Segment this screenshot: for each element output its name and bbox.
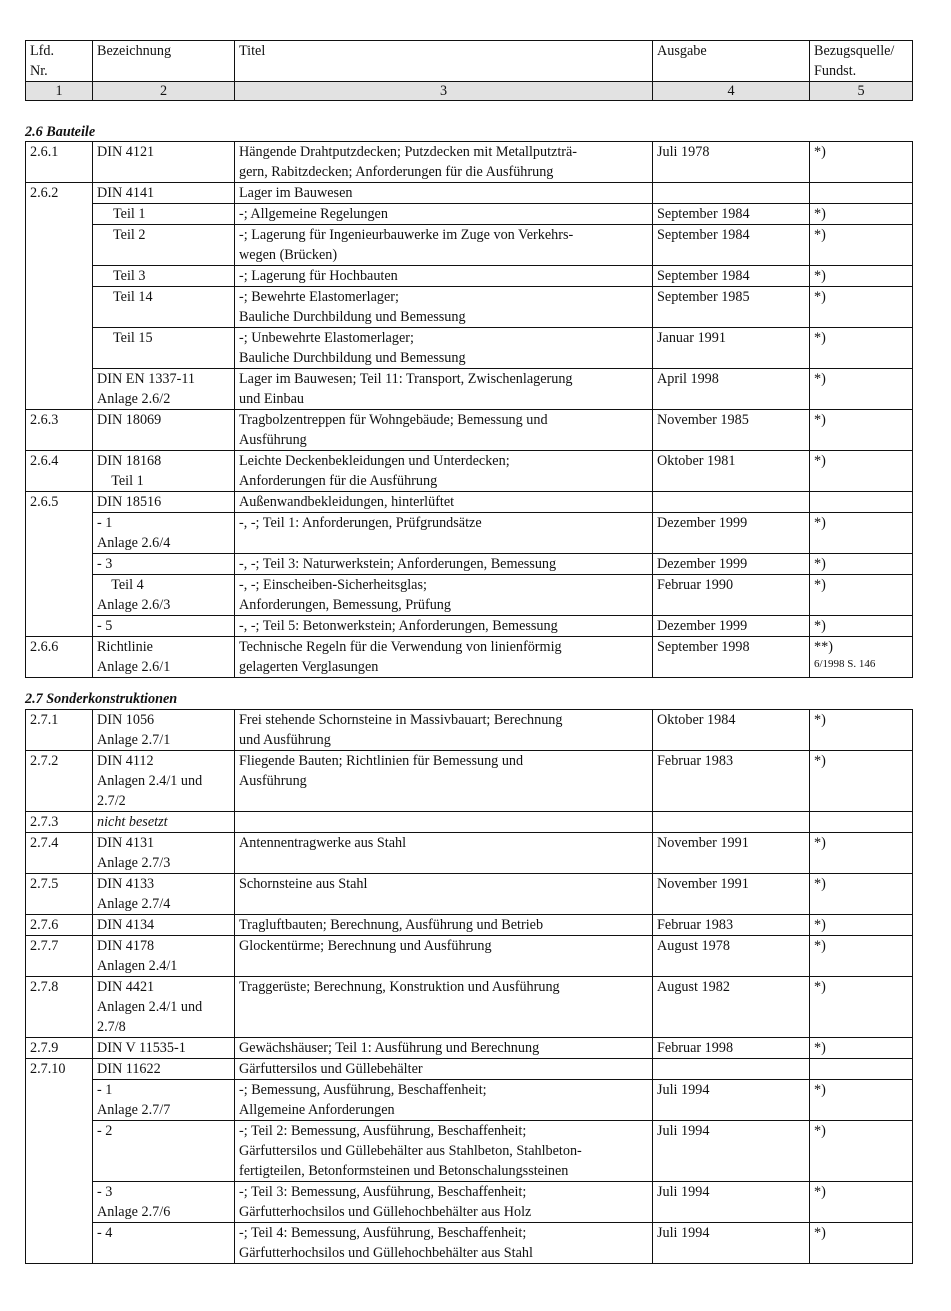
cell-bezeichnung: nicht besetzt bbox=[93, 812, 235, 833]
cell-ausgabe bbox=[653, 1059, 810, 1080]
table-row bbox=[26, 1182, 913, 1223]
cell-ausgabe: Oktober 1984 bbox=[653, 710, 810, 751]
cell-bezugsquelle bbox=[810, 977, 913, 1038]
cell-lfd-nr: 2.7.3 bbox=[26, 812, 93, 833]
cell-ausgabe: Februar 1983 bbox=[653, 915, 810, 936]
header-num: 1 bbox=[26, 82, 93, 101]
section-title-sonderkonstruktionen: 2.7 Sonderkonstruktionen bbox=[25, 691, 178, 707]
cell-lfd-nr bbox=[26, 328, 93, 369]
cell-lfd-nr bbox=[26, 1223, 93, 1264]
cell-bezeichnung: DIN 18168 Teil 1 bbox=[93, 451, 235, 492]
cell-bezugsquelle bbox=[810, 328, 913, 369]
cell-bezugsquelle bbox=[810, 936, 913, 977]
cell-bezeichnung: - 1 Anlage 2.7/7 bbox=[93, 1080, 235, 1121]
cell-bezeichnung bbox=[93, 225, 235, 266]
cell-bezugsquelle bbox=[810, 1121, 913, 1182]
cell-bezeichnung: - 5 bbox=[93, 616, 235, 637]
cell-bezugsquelle bbox=[810, 204, 913, 225]
cell-bezugsquelle bbox=[810, 751, 913, 812]
table-row bbox=[26, 575, 913, 616]
cell-bezugsquelle-mark: *) bbox=[814, 1184, 826, 1200]
cell-titel: -, -; Einscheiben-Sicherheitsglas; Anforderungen, Bemessung, Prüfung bbox=[235, 575, 653, 616]
cell-bezugsquelle bbox=[810, 369, 913, 410]
table-row bbox=[26, 410, 913, 451]
cell-titel: -; Unbewehrte Elastomerlager; Bauliche Durchbildung und Bemessung bbox=[235, 328, 653, 369]
cell-bezeichnung bbox=[93, 287, 235, 328]
table-row bbox=[26, 369, 913, 410]
cell-titel: Hängende Drahtputzdecken; Putzdecken mit Metallputzträ- gern, Rabitzdecken; Anforderungen für die Ausführung bbox=[235, 142, 653, 183]
table-row bbox=[26, 204, 913, 225]
header-col-lfd-nr: Lfd. Nr. bbox=[26, 41, 93, 82]
table-row bbox=[26, 751, 913, 812]
cell-titel: -; Teil 3: Bemessung, Ausführung, Beschaffenheit; Gärfutterhochsilos und Güllehochbehälter aus Holz bbox=[235, 1182, 653, 1223]
cell-titel: -; Teil 2: Bemessung, Ausführung, Beschaffenheit; Gärfuttersilos und Güllebehälter aus Stahlbeton, Stahlbeton- fertigteilen, Betonformsteinen und Betonschalungssteinen bbox=[235, 1121, 653, 1182]
cell-ausgabe: November 1991 bbox=[653, 874, 810, 915]
cell-bezeichnung: - 3 bbox=[93, 554, 235, 575]
header-num: 2 bbox=[93, 82, 235, 101]
cell-titel bbox=[235, 812, 653, 833]
cell-bezugsquelle bbox=[810, 266, 913, 287]
cell-ausgabe: September 1984 bbox=[653, 204, 810, 225]
table-row bbox=[26, 874, 913, 915]
cell-bezeichnung: - 2 bbox=[93, 1121, 235, 1182]
table-row bbox=[26, 287, 913, 328]
cell-bezugsquelle bbox=[810, 874, 913, 915]
cell-ausgabe: Februar 1998 bbox=[653, 1038, 810, 1059]
cell-lfd-nr: 2.7.9 bbox=[26, 1038, 93, 1059]
cell-bezugsquelle-mark: *) bbox=[814, 753, 826, 769]
cell-lfd-nr: 2.6.2 bbox=[26, 183, 93, 204]
cell-bezeichnung-text: Teil 14 bbox=[113, 289, 153, 305]
cell-titel: Lager im Bauwesen; Teil 11: Transport, Zwischenlagerung und Einbau bbox=[235, 369, 653, 410]
cell-ausgabe: Juli 1994 bbox=[653, 1182, 810, 1223]
cell-titel: -; Lagerung für Hochbauten bbox=[235, 266, 653, 287]
table-row bbox=[26, 183, 913, 204]
table-row bbox=[26, 513, 913, 554]
header-table bbox=[25, 40, 913, 101]
cell-ausgabe: November 1991 bbox=[653, 833, 810, 874]
cell-bezugsquelle-mark: **) bbox=[814, 639, 833, 655]
cell-bezeichnung: DIN 4131 Anlage 2.7/3 bbox=[93, 833, 235, 874]
cell-bezugsquelle bbox=[810, 492, 913, 513]
cell-ausgabe: Februar 1990 bbox=[653, 575, 810, 616]
cell-titel: Außenwandbekleidungen, hinterlüftet bbox=[235, 492, 653, 513]
cell-bezeichnung bbox=[93, 266, 235, 287]
table-row bbox=[26, 812, 913, 833]
cell-bezeichnung: Teil 4 Anlage 2.6/3 bbox=[93, 575, 235, 616]
cell-bezugsquelle-mark: *) bbox=[814, 876, 826, 892]
cell-lfd-nr bbox=[26, 554, 93, 575]
cell-lfd-nr bbox=[26, 1121, 93, 1182]
cell-lfd-nr: 2.7.4 bbox=[26, 833, 93, 874]
cell-bezugsquelle bbox=[810, 833, 913, 874]
cell-bezeichnung: DIN 4121 bbox=[93, 142, 235, 183]
cell-bezugsquelle-mark: *) bbox=[814, 206, 826, 222]
cell-titel: -; Bewehrte Elastomerlager; Bauliche Durchbildung und Bemessung bbox=[235, 287, 653, 328]
cell-lfd-nr bbox=[26, 225, 93, 266]
table-row bbox=[26, 266, 913, 287]
cell-ausgabe bbox=[653, 812, 810, 833]
cell-bezugsquelle bbox=[810, 1223, 913, 1264]
cell-bezugsquelle-mark: *) bbox=[814, 556, 826, 572]
cell-bezugsquelle-mark: *) bbox=[814, 412, 826, 428]
cell-bezeichnung: DIN 4133 Anlage 2.7/4 bbox=[93, 874, 235, 915]
cell-bezugsquelle bbox=[810, 812, 913, 833]
cell-lfd-nr bbox=[26, 369, 93, 410]
cell-bezugsquelle-mark: *) bbox=[814, 330, 826, 346]
cell-titel: Gärfuttersilos und Güllebehälter bbox=[235, 1059, 653, 1080]
table-row bbox=[26, 492, 913, 513]
cell-bezugsquelle bbox=[810, 287, 913, 328]
cell-lfd-nr: 2.6.3 bbox=[26, 410, 93, 451]
cell-bezugsquelle bbox=[810, 1038, 913, 1059]
cell-titel: Technische Regeln für die Verwendung von linienförmig gelagerten Verglasungen bbox=[235, 637, 653, 678]
header-col-titel: Titel bbox=[235, 41, 653, 82]
cell-lfd-nr bbox=[26, 513, 93, 554]
cell-bezeichnung: DIN 4178 Anlagen 2.4/1 bbox=[93, 936, 235, 977]
cell-titel: Tragluftbauten; Berechnung, Ausführung und Betrieb bbox=[235, 915, 653, 936]
cell-bezeichnung: DIN 18516 bbox=[93, 492, 235, 513]
cell-ausgabe: Dezember 1999 bbox=[653, 616, 810, 637]
cell-titel: -; Allgemeine Regelungen bbox=[235, 204, 653, 225]
cell-bezugsquelle bbox=[810, 1182, 913, 1223]
cell-bezugsquelle-mark: *) bbox=[814, 453, 826, 469]
cell-ausgabe: August 1978 bbox=[653, 936, 810, 977]
cell-ausgabe: Februar 1983 bbox=[653, 751, 810, 812]
cell-bezugsquelle-mark: *) bbox=[814, 618, 826, 634]
cell-titel: Leichte Deckenbekleidungen und Unterdecken; Anforderungen für die Ausführung bbox=[235, 451, 653, 492]
cell-bezeichnung: DIN 4134 bbox=[93, 915, 235, 936]
cell-bezugsquelle-mark: *) bbox=[814, 1123, 826, 1139]
cell-bezugsquelle-mark: *) bbox=[814, 938, 826, 954]
cell-bezugsquelle-mark: *) bbox=[814, 289, 826, 305]
cell-bezugsquelle bbox=[810, 410, 913, 451]
cell-ausgabe: Juli 1994 bbox=[653, 1223, 810, 1264]
cell-lfd-nr bbox=[26, 575, 93, 616]
cell-ausgabe bbox=[653, 183, 810, 204]
cell-lfd-nr: 2.7.1 bbox=[26, 710, 93, 751]
cell-bezugsquelle bbox=[810, 1059, 913, 1080]
cell-titel: -, -; Teil 1: Anforderungen, Prüfgrundsätze bbox=[235, 513, 653, 554]
table-row bbox=[26, 637, 913, 678]
header-col-ausgabe: Ausgabe bbox=[653, 41, 810, 82]
cell-bezeichnung: DIN 1056 Anlage 2.7/1 bbox=[93, 710, 235, 751]
table-row bbox=[26, 1038, 913, 1059]
table-row bbox=[26, 1223, 913, 1264]
cell-bezeichnung: Richtlinie Anlage 2.6/1 bbox=[93, 637, 235, 678]
cell-titel: Antennentragwerke aus Stahl bbox=[235, 833, 653, 874]
cell-ausgabe: Oktober 1981 bbox=[653, 451, 810, 492]
cell-bezugsquelle-mark: *) bbox=[814, 917, 826, 933]
cell-bezugsquelle-mark: *) bbox=[814, 1040, 826, 1056]
header-row bbox=[26, 41, 913, 82]
cell-bezugsquelle-mark: *) bbox=[814, 1225, 826, 1241]
table-row bbox=[26, 710, 913, 751]
cell-bezugsquelle bbox=[810, 554, 913, 575]
cell-bezeichnung: DIN V 11535-1 bbox=[93, 1038, 235, 1059]
cell-bezugsquelle bbox=[810, 616, 913, 637]
header-number-row bbox=[26, 82, 913, 101]
cell-bezugsquelle bbox=[810, 637, 913, 678]
cell-bezugsquelle-mark: *) bbox=[814, 979, 826, 995]
cell-lfd-nr bbox=[26, 204, 93, 225]
cell-bezugsquelle bbox=[810, 451, 913, 492]
header-num: 3 bbox=[235, 82, 653, 101]
cell-bezeichnung bbox=[93, 204, 235, 225]
cell-titel: -, -; Teil 3: Naturwerkstein; Anforderungen, Bemessung bbox=[235, 554, 653, 575]
cell-ausgabe: Januar 1991 bbox=[653, 328, 810, 369]
table-row bbox=[26, 915, 913, 936]
cell-lfd-nr: 2.7.5 bbox=[26, 874, 93, 915]
cell-lfd-nr: 2.6.1 bbox=[26, 142, 93, 183]
cell-ausgabe: Dezember 1999 bbox=[653, 513, 810, 554]
cell-bezeichnung bbox=[93, 328, 235, 369]
header-num: 4 bbox=[653, 82, 810, 101]
cell-bezugsquelle-mark: *) bbox=[814, 268, 826, 284]
cell-bezeichnung-text: Teil 1 bbox=[113, 206, 146, 222]
cell-ausgabe: April 1998 bbox=[653, 369, 810, 410]
cell-bezugsquelle-mark: *) bbox=[814, 577, 826, 593]
cell-bezugsquelle-fundstelle: 6/1998 S. 146 bbox=[814, 658, 876, 670]
cell-lfd-nr: 2.6.4 bbox=[26, 451, 93, 492]
section-title-bauteile: 2.6 Bauteile bbox=[25, 124, 96, 140]
cell-bezeichnung: DIN EN 1337-11 Anlage 2.6/2 bbox=[93, 369, 235, 410]
header-col-bezeichnung: Bezeichnung bbox=[93, 41, 235, 82]
cell-bezugsquelle-mark: *) bbox=[814, 371, 826, 387]
cell-titel: Schornsteine aus Stahl bbox=[235, 874, 653, 915]
cell-ausgabe bbox=[653, 492, 810, 513]
cell-lfd-nr bbox=[26, 1080, 93, 1121]
cell-bezeichnung: DIN 4112 Anlagen 2.4/1 und 2.7/2 bbox=[93, 751, 235, 812]
cell-bezugsquelle bbox=[810, 142, 913, 183]
cell-bezugsquelle-mark: *) bbox=[814, 712, 826, 728]
cell-ausgabe: Juli 1994 bbox=[653, 1080, 810, 1121]
cell-lfd-nr bbox=[26, 287, 93, 328]
cell-ausgabe: September 1984 bbox=[653, 225, 810, 266]
cell-lfd-nr: 2.6.6 bbox=[26, 637, 93, 678]
table-row bbox=[26, 833, 913, 874]
cell-ausgabe: November 1985 bbox=[653, 410, 810, 451]
section-table-bauteile bbox=[25, 141, 913, 678]
table-row bbox=[26, 1059, 913, 1080]
table-row bbox=[26, 328, 913, 369]
header-num: 5 bbox=[810, 82, 913, 101]
cell-titel: Frei stehende Schornsteine in Massivbauart; Berechnung und Ausführung bbox=[235, 710, 653, 751]
cell-bezugsquelle-mark: *) bbox=[814, 1082, 826, 1098]
cell-lfd-nr bbox=[26, 1182, 93, 1223]
cell-bezeichnung-text: Teil 3 bbox=[113, 268, 146, 284]
cell-titel: Lager im Bauwesen bbox=[235, 183, 653, 204]
table-row bbox=[26, 142, 913, 183]
cell-titel: -, -; Teil 5: Betonwerkstein; Anforderungen, Bemessung bbox=[235, 616, 653, 637]
cell-titel: Tragbolzentreppen für Wohngebäude; Bemessung und Ausführung bbox=[235, 410, 653, 451]
cell-bezugsquelle-mark: *) bbox=[814, 227, 826, 243]
cell-bezugsquelle bbox=[810, 1080, 913, 1121]
header-col-bezugsquelle: Bezugsquelle/ Fundst. bbox=[810, 41, 913, 82]
cell-bezugsquelle-mark: *) bbox=[814, 144, 826, 160]
cell-titel: Fliegende Bauten; Richtlinien für Bemessung und Ausführung bbox=[235, 751, 653, 812]
cell-lfd-nr: 2.7.2 bbox=[26, 751, 93, 812]
cell-lfd-nr: 2.7.8 bbox=[26, 977, 93, 1038]
cell-lfd-nr: 2.7.7 bbox=[26, 936, 93, 977]
cell-titel: Gewächshäuser; Teil 1: Ausführung und Berechnung bbox=[235, 1038, 653, 1059]
table-row bbox=[26, 1080, 913, 1121]
section-table-sonderkonstruktionen bbox=[25, 709, 913, 1264]
cell-titel: Traggerüste; Berechnung, Konstruktion und Ausführung bbox=[235, 977, 653, 1038]
cell-ausgabe: August 1982 bbox=[653, 977, 810, 1038]
table-row bbox=[26, 554, 913, 575]
cell-lfd-nr bbox=[26, 266, 93, 287]
cell-ausgabe: September 1984 bbox=[653, 266, 810, 287]
cell-bezugsquelle bbox=[810, 513, 913, 554]
cell-bezeichnung: DIN 4421 Anlagen 2.4/1 und 2.7/8 bbox=[93, 977, 235, 1038]
cell-bezeichnung: DIN 4141 bbox=[93, 183, 235, 204]
cell-ausgabe: September 1998 bbox=[653, 637, 810, 678]
cell-lfd-nr: 2.7.10 bbox=[26, 1059, 93, 1080]
cell-lfd-nr: 2.6.5 bbox=[26, 492, 93, 513]
cell-bezugsquelle-mark: *) bbox=[814, 515, 826, 531]
cell-bezugsquelle-mark: *) bbox=[814, 835, 826, 851]
cell-bezeichnung-text: Teil 15 bbox=[113, 330, 153, 346]
cell-ausgabe: September 1985 bbox=[653, 287, 810, 328]
cell-bezeichnung-text: Teil 2 bbox=[113, 227, 146, 243]
cell-ausgabe: Dezember 1999 bbox=[653, 554, 810, 575]
cell-titel: -; Lagerung für Ingenieurbauwerke im Zuge von Verkehrs- wegen (Brücken) bbox=[235, 225, 653, 266]
cell-bezugsquelle bbox=[810, 575, 913, 616]
table-row bbox=[26, 451, 913, 492]
cell-ausgabe: Juli 1978 bbox=[653, 142, 810, 183]
cell-bezeichnung: DIN 11622 bbox=[93, 1059, 235, 1080]
table-row bbox=[26, 977, 913, 1038]
cell-titel: -; Bemessung, Ausführung, Beschaffenheit; Allgemeine Anforderungen bbox=[235, 1080, 653, 1121]
table-row bbox=[26, 616, 913, 637]
cell-bezeichnung: DIN 18069 bbox=[93, 410, 235, 451]
cell-bezugsquelle bbox=[810, 915, 913, 936]
table-row bbox=[26, 225, 913, 266]
cell-titel: Glockentürme; Berechnung und Ausführung bbox=[235, 936, 653, 977]
cell-bezeichnung: - 4 bbox=[93, 1223, 235, 1264]
cell-bezeichnung: - 3 Anlage 2.7/6 bbox=[93, 1182, 235, 1223]
cell-lfd-nr: 2.7.6 bbox=[26, 915, 93, 936]
cell-bezugsquelle bbox=[810, 225, 913, 266]
cell-bezugsquelle bbox=[810, 710, 913, 751]
table-row bbox=[26, 1121, 913, 1182]
cell-lfd-nr bbox=[26, 616, 93, 637]
cell-ausgabe: Juli 1994 bbox=[653, 1121, 810, 1182]
cell-bezugsquelle bbox=[810, 183, 913, 204]
cell-bezeichnung: - 1 Anlage 2.6/4 bbox=[93, 513, 235, 554]
cell-titel: -; Teil 4: Bemessung, Ausführung, Beschaffenheit; Gärfutterhochsilos und Güllehochbehälter aus Stahl bbox=[235, 1223, 653, 1264]
table-row bbox=[26, 936, 913, 977]
